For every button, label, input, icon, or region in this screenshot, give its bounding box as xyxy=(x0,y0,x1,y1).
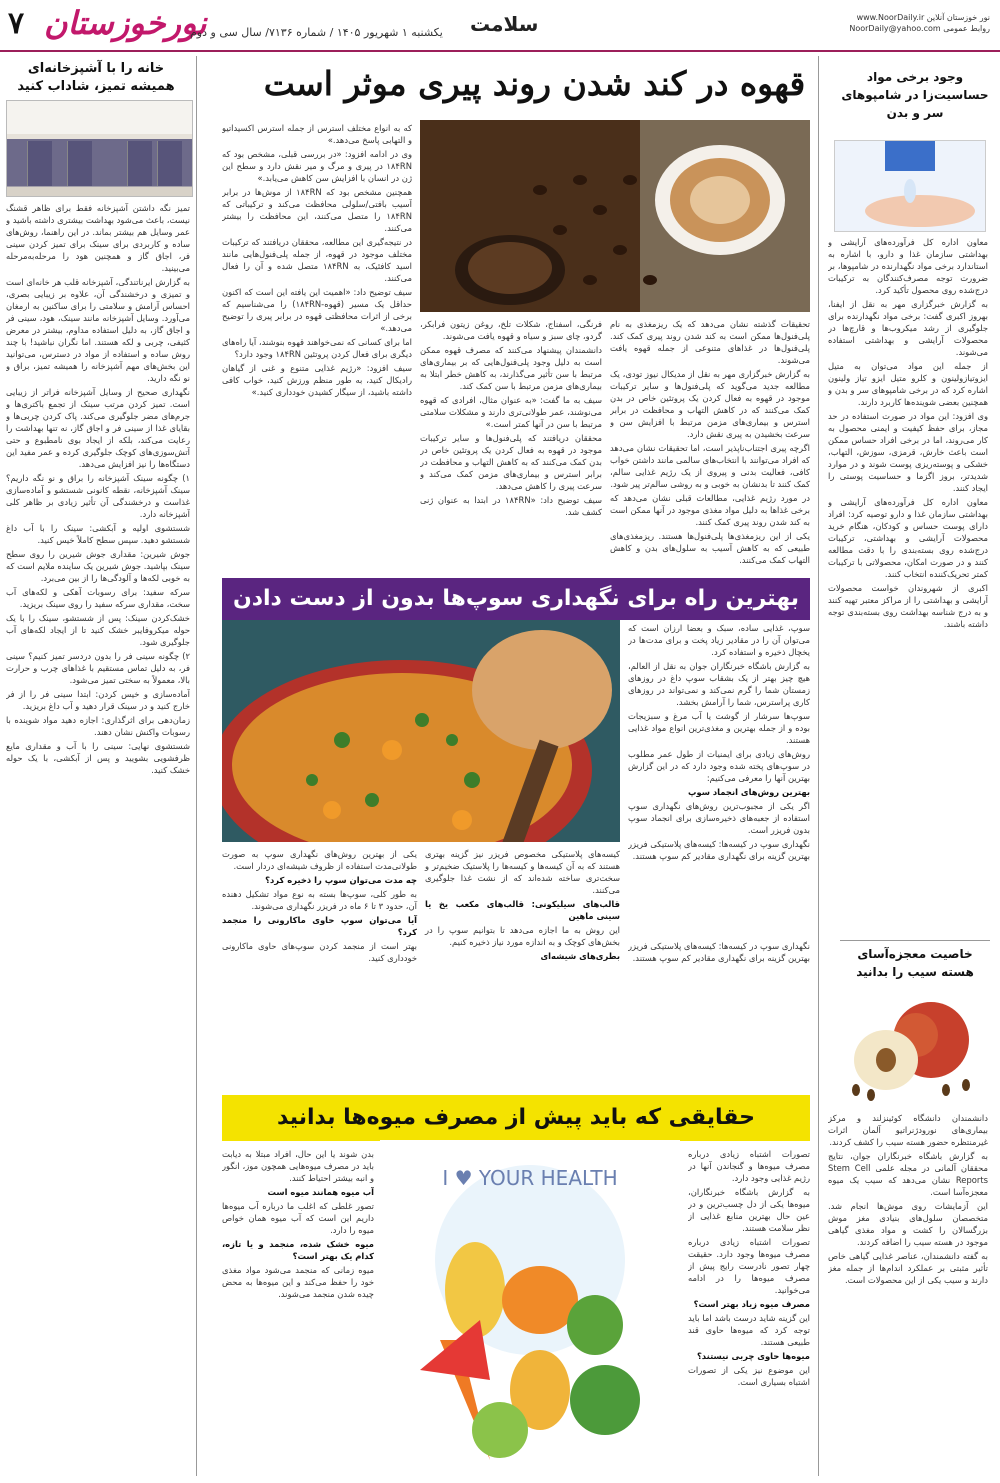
paragraph: دانشمندان دانشگاه کوئینزلند و مرکز بیماری‌های نورودژنراتیو آلمان اثرات غیرمنتظره حضور هسته سیب را کشف کردند. xyxy=(828,1113,988,1147)
subheading: بطری‌های شیشه‌ای xyxy=(540,951,620,961)
apple-photo xyxy=(836,985,986,1105)
soup-headline: بهترین راه برای نگهداری سوپ‌ها بدون از دست دادن xyxy=(222,578,810,620)
apple-article-body xyxy=(828,1112,988,1474)
paragraph: معاون اداره کل فرآورده‌های آرایشی و بهداشتی سازمان غذا و دارو، با اشاره به استاندارد برخی مواد نگهدارنده در شامپوها، بر ضرورت توجه مصرف‌کنندگان به ترکیبات درج‌شده روی محصول تأکید کرد. xyxy=(828,237,988,295)
fruit-article-col1 xyxy=(688,1148,810,1473)
paragraph: به گزارش باشگاه خبرنگاران، میوه‌ها یکی از دل چسب‌ترین و در عین حال بهترین منابع غذایی از نظر سلامت هستند. xyxy=(688,1187,810,1233)
fruit-headline: حقایقی که باید پیش از مصرف میوه‌ها بدانید xyxy=(222,1095,810,1141)
paragraph: سیف به ما گفت: «به عنوان مثال، افرادی که قهوه می‌نوشند، عمر طولانی‌تری دارند و مشکلات سلامتی مرتبط با سن در آنها کمتر است.» xyxy=(420,395,602,429)
fruit-article-col2 xyxy=(222,1148,374,1473)
paragraph: ۲) چگونه سینی فر را بدون دردسر تمیز کنیم؟ سینی فر، به دلیل تماس مستقیم با غذاهای چرب و حرارت بالا، معمولاً به سختی تمیز می‌شود. xyxy=(6,651,190,685)
paragraph: تصورات اشتباه زیادی درباره مصرف میوه‌ها و گنجاندن آنها در رژیم غذایی وجود دارد. xyxy=(688,1149,810,1183)
paragraph: بهتر است از منجمد کردن سوپ‌های حاوی ماکارونی خودداری کنید. xyxy=(222,941,417,963)
paragraph: جوش‌ شیرین: مقداری جوش شیرین را روی سطح سینک بپاشید. جوش شیرین یک ساینده ملایم است که به خوبی لکه‌ها و آلودگی‌ها را از بین می‌برد. xyxy=(6,549,190,583)
paragraph: تصور غلطی که اغلب ما درباره آب میوه‌ها داریم این است که آب میوه همان خواص میوه را دارد. xyxy=(222,1201,374,1235)
soup-article-col2 xyxy=(222,848,620,1090)
soup-photo xyxy=(222,620,620,842)
paragraph: این روش به ما اجازه می‌دهد تا بتوانیم سوپ را در بخش‌های کوچک و به اندازه مورد نیاز ذخیره کنیم. xyxy=(425,925,620,947)
paragraph: سیف توضیح داد: «اهمیت این یافته این است که اکنون حداقل یک مسیر (قهوه-۱۸۴RN) را می‌شناسیم که برخی از اثرات محافظتی قهوه در برابر پیری را توضیح می‌دهد.» xyxy=(222,287,412,333)
shampoo-article-body xyxy=(828,236,988,936)
kitchen-article-body xyxy=(6,202,190,1470)
paragraph: همچنین مشخص بود که ۱۸۴RN از موش‌ها در برابر آسیب بافتی/سلولی محافظت می‌کند و ترکیباتی که ۱۸۴RN را متصل می‌کنند، این محافظت را بیشتر می‌کنند. xyxy=(222,187,412,233)
paragraph: تمیز نگه داشتن آشپزخانه فقط برای ظاهر قشنگ نیست، باعث می‌شود بهداشت بیشتری داشته باشید و عمر وسایل هم بیشتر بماند. در این راهنما، روش‌های ساده و کاربردی برای سینک برای تمیز کردن سینی فر، اجاق گاز و همچنین هود را مرحله‌به‌مرحله می‌بینید. xyxy=(6,203,190,273)
paragraph: به گزارش خبرگزاری مهر به نقل از ایفنا، بهروز اکبری گفت: برخی مواد نگهدارنده برای جلوگیری از رشد میکروب‌ها و قارچ‌ها در محصولات آرایشی و بهداشتی استفاده می‌شوند. xyxy=(828,299,988,357)
newspaper-logo: نورخوزستان xyxy=(44,4,207,42)
paragraph: زمان‌دهی برای اثرگذاری: اجازه دهید مواد شوینده با رسوبات واکنش نشان دهند. xyxy=(6,715,190,737)
coffee-headline: قهوه در کند شدن روند پیری موثر است xyxy=(263,64,806,103)
paragraph: خشک‌کردن سینک: پس از شستشو، سینک را با یک حوله میکروفایبر خشک کنید تا از ایجاد لکه‌های آب جلوگیری شود. xyxy=(6,613,190,647)
paragraph: در مورد رژیم غذایی، مطالعات قبلی نشان می‌دهد که برخی غذاها به دلیل مواد مغذی موجود در آنها ممکن است به کند شدن روند پیری کمک کنند. xyxy=(610,493,810,527)
paragraph: روش‌های زیادی برای ایمنیات از طول عمر مطلوب در سوپ‌های پخته شده وجود دارد که در این گزارش بهترین آنها را معرفی می‌کنیم: xyxy=(628,749,810,783)
paragraph: این موضوع نیز یکی از تصورات اشتباه بسیاری است. xyxy=(688,1365,810,1387)
paragraph: وی افزود: این مواد در صورت استفاده در حد مجاز، برای حفظ کیفیت و ایمنی محصول به کار می‌روند، اما در برخی افراد حساس ممکن است باعث خارش، قرمزی، سوزش، التهاب، خشکی و پوسته‌ریزی پوست شوند و در موارد شدیدتر، بروز اگزما و حساسیت پوستی را ایجاد کنند. xyxy=(828,411,988,493)
paragraph: ۱) چگونه سینک آشپزخانه را براق و نو نگه داریم؟ سینک آشپزخانه، نقطه کانونی شستشو و آماده‌سازی غذاست و درخشندگی آن تأثیر زیادی بر ظاهر کلی آشپزخانه دارد. xyxy=(6,473,190,519)
paragraph: کیسه‌های پلاستیکی مخصوص فریزر نیز گزینه بهتری هستند که به آن کیسه‌ها و کیسه‌ها را پلاستیک ضخیم‌تر و سخت‌تری ساخته شده‌اند که از نشت غذا جلوگیری می‌کنند. xyxy=(425,849,620,895)
paragraph: آماده‌سازی و خیس کردن: ابتدا سینی فر را از فر خارج کنید و در سینک قرار دهید و آب داغ بریزید. xyxy=(6,689,190,711)
paragraph: این گزینه شاید درست باشد اما باید توجه کرد که میوه‌ها حاوی قند طبیعی هستند. xyxy=(688,1313,810,1347)
page-number: ۷ xyxy=(8,6,25,41)
paragraph: شستشوی نهایی: سینی را با آب و مقداری مایع ظرفشویی بشویید و پس از آبکشی، با یک حوله خشک کنید. xyxy=(6,741,190,775)
paragraph: دانشمندان پیشنهاد می‌کنند که مصرف قهوه ممکن است به دلیل وجود پلی‌فنول‌هایی که بر بیماری‌های مرتبط با سن تأثیر می‌گذارند، به کاهش خطر ابتلا به بیماری‌های مزمن مرتبط با سن کمک کند. xyxy=(420,345,602,391)
apple-article-title: خاصیت معجزه‌آسای هسته سیب را بدانید xyxy=(840,940,990,981)
subheading: چه مدت می‌توان سوپ را ذخیره کرد؟ xyxy=(265,875,417,885)
paragraph: سوپ‌ها سرشار از گوشت یا آب مرغ و سبزیجات بوده و از جمله بهترین و مغذی‌ترین انواع مواد غذایی هستند. xyxy=(628,711,810,745)
paragraph: نگهداری سوپ در کیسه‌ها: کیسه‌های پلاستیکی فریزر بهترین گزینه برای نگهداری مقادیر کم سوپ هستند. xyxy=(628,941,810,963)
coffee-article-col2 xyxy=(420,318,602,570)
coffee-article-col3 xyxy=(222,122,412,570)
paragraph: یکی از بهترین روش‌های نگهداری سوپ به صورت طولانی‌مدت استفاده از ظروف شیشه‌ای دردار است. xyxy=(222,849,417,871)
subheading: آب میوه همانند میوه است xyxy=(267,1187,374,1197)
paragraph: این آزمایشات روی موش‌ها انجام شد. متخصصان سلول‌های بنیادی مغز موش بزرگسالان را کشت و مواد مغذی گیاهی موجود در هسته سیب را اضافه کردند. xyxy=(828,1201,988,1247)
paragraph: فرنگی، اسفناج، شکلات تلخ، روغن زیتون فرابکر، گردو، چای سبز و سیاه و قهوه یافت می‌شوند. xyxy=(420,319,602,341)
soup-article-col1-extra xyxy=(628,940,810,1090)
paragraph: به گفته دانشمندان، عناصر غذایی گیاهی خاص تأثیر مثبتی بر عملکرد اندام‌ها از جمله مغز دارند و سیب یکی از این محصولات است. xyxy=(828,1251,988,1285)
soup-article-col1 xyxy=(628,622,810,934)
paragraph: که به انواع مختلف استرس از جمله استرس اکسیداتیو و التهابی پاسخ می‌دهد.» xyxy=(222,123,412,145)
paragraph: تحقیقات گذشته نشان می‌دهد که یک ریزمغذی به نام پلی‌فنول‌ها ممکن است به کند شدن روند پیری کمک کند. پلی‌فنول‌ها در غذاهای متنوعی از جمله قهوه یافت می‌شوند. xyxy=(610,319,810,365)
paragraph: سیف توضیح داد: «۱۸۴RN در ابتدا به عنوان ژنی کشف شد. xyxy=(420,495,602,517)
page-header xyxy=(0,0,1000,52)
paragraph: اکبری از شهروندان خواست محصولات آرایشی و بهداشتی را از مراکز معتبر تهیه کنند و به درج شناسه بهداشت روی بسته‌بندی توجه داشته باشند. xyxy=(828,583,988,629)
paragraph: از جمله این مواد می‌توان به متیل ایزوتیازولینون و کلرو متیل ایزو تیاز ولینون اشاره کرد که در برخی شامپوهای سر و بدن و همچنین بعضی شوینده‌ها کاربرد دارند. xyxy=(828,361,988,407)
paragraph: محققان دریافتند که پلی‌فنول‌ها و سایر ترکیبات موجود در قهوه به فعال کردن یک پروتئین خاص در بدن کمک می‌کنند که به کاهش التهاب و محافظت در برابر استرس و بیماری‌های مزمن کمک می‌کند و سرعت پیری را کاهش می‌دهد. xyxy=(420,433,602,491)
paragraph: به گزارش باشگاه خبرنگاران جوان به نقل از العالم، هیچ چیز بهتر از یک بشقاب سوپ داغ در روزهای زمستان شما را گرم نمی‌کند و نمی‌تواند در روزهای کاری پراسترس، شما را آرامش بخشد. xyxy=(628,661,810,707)
paragraph: اگر یکی از مجبوب‌ترین روش‌های نگهداری سوپ استفاده از جعبه‌های ذخیره‌سازی برای انجماد سوپ بدون فریزر است. xyxy=(628,801,810,835)
contact-info xyxy=(849,12,990,34)
paragraph: سرکه سفید: برای رسوبات آهکی و لکه‌های آب سخت، مقداری سرکه سفید را روی سینک بریزید. xyxy=(6,587,190,609)
paragraph: به گزارش خبرگزاری مهر به نقل از مدیکال نیوز تودی، یک مطالعه جدید می‌گوید که پلی‌فنول‌ها و سایر ترکیبات موجود در قهوه به فعال کردن یک پروتئین خاص در بدن کمک می‌کنند که در کاهش التهاب و محافظت در برابر استرس و بیماری‌های مزمن مرتبط با افزایش سن و سرعت بخشیدن به پیری نقش دارد. xyxy=(610,369,810,439)
paragraph: به طور کلی، سوپ‌ها بسته به نوع مواد تشکیل دهنده آن، حدود ۳ تا ۶ ماه در فریزر نگهداری می‌شوند. xyxy=(222,889,417,911)
paragraph: یکی از این ریزمغذی‌ها پلی‌فنول‌ها هستند. ریزمغذی‌های طبیعی که به کاهش آسیب به سلول‌های بدن و کاهش التهاب کمک می‌کنند. xyxy=(610,531,810,565)
paragraph: سوپ، غذایی ساده، سبک و بعضا ارزان است که می‌توان آن را در مقادیر زیاد پخت و برای مدت‌ها در یخچال ذخیره و استفاده کرد. xyxy=(628,623,810,657)
email-text: NoorDaily@yahoo.com روابط عمومی xyxy=(849,24,990,33)
fruit-illustration xyxy=(380,1140,680,1475)
issue-dateline: یکشنبه ۱ شهریور ۱۴۰۵ / شماره ۷۱۳۶/ سال سی و دوم xyxy=(190,26,443,39)
paragraph: میوه زمانی که منجمد می‌شود مواد مغذی خود را حفظ می‌کند و این میوه‌ها به محض چیده شدن منجمد می‌شوند. xyxy=(222,1265,374,1299)
subheading: آیا می‌توان سوپ حاوی ماکارونی را منجمد کرد؟ xyxy=(222,915,417,937)
paragraph: وی در ادامه افزود: «در بررسی قبلی، مشخص بود که ۱۸۴RN در پیری و مرگ و میر نقش دارد و سطح این ژن در انسان با افزایش سن کاهش می‌یابد.» xyxy=(222,149,412,183)
column-divider xyxy=(196,56,197,1476)
subheading: مصرف میوه زیاد بهتر است؟ xyxy=(693,1299,810,1309)
subheading: میوه‌ها حاوی چربی نیستند؟ xyxy=(696,1351,810,1361)
section-title: سلامت xyxy=(470,12,539,36)
paragraph: تصورات اشتباه زیادی درباره مصرف میوه‌ها وجود دارد. حقیقت چهار تصور نادرست رایج پیش از مصرف میوه‌ها را در ادامه می‌خوانید. xyxy=(688,1237,810,1295)
paragraph: به گزارش باشگاه خبرنگاران جوان، نتایج محققان آلمانی در مجله علمی Stem Cell Reports نشان می‌دهد که سیب یک میوه معجزه‌آسا است. xyxy=(828,1151,988,1197)
shampoo-photo xyxy=(834,140,986,232)
paragraph: سیف افزود: «رژیم غذایی متنوع و غنی از گیاهان رادیکال کنید، به طور منظم ورزش کنید، خواب کافی داشته باشید، از سیگار کشیدن خودداری کنید.» xyxy=(222,363,412,397)
coffee-article-col1 xyxy=(610,318,810,570)
column-divider xyxy=(818,56,819,1476)
website-text: www.NoorDaily.ir نور خوزستان آنلاین xyxy=(856,13,990,22)
kitchen-article-title: خانه را با آشپزخانه‌ای همیشه تمیز، شاداب کنید xyxy=(17,61,175,94)
subheading: میوه خشک شده، منجمد و یا تازه، کدام یک بهتر است؟ xyxy=(222,1239,374,1261)
paragraph: معاون اداره کل فرآورده‌های آرایشی و بهداشتی سازمان غذا و دارو توصیه کرد: افراد دارای پوست حساس و کودکان، هنگام خرید محصولات آرایشی و بهداشتی، ترکیبات درج‌شده روی بسته‌بندی را با دقت مطالعه کنند و در صورت امکان، محصولاتی با ترکیبات کمتر تحریک‌کننده انتخاب کنند. xyxy=(828,497,988,579)
paragraph: نگهداری صحیح از وسایل آشپزخانه فراتر از زیبایی است. تمیز کردن مرتب سینک از تجمع باکتری‌ها و جرم‌های مضر جلوگیری می‌کند. پاک کردن چربی‌ها و بقایای غذا از سینی فر و اجاق گاز، نه تنها بهداشت را رعایت می‌کند، بلکه از ایجاد بوی نامطبوع و حتی آتش‌سوزی‌های کوچک جلوگیری کرده و عمر مفید این دستگاه‌ها را نیز افزایش می‌دهد. xyxy=(6,387,190,469)
paragraph: اگرچه پیری اجتناب‌ناپذیر است، اما تحقیقات نشان می‌دهد که افراد می‌توانند با انتخاب‌های سالمی مانند داشتن خواب کافی، فعالیت بدنی و پیروی از یک رژیم غذایی سالم، کمک کنند تا بدنشان به خوبی و به روشی سالم‌تر پیر شود. xyxy=(610,443,810,489)
paragraph: به گزارش ایرناتندگی، آشپزخانه قلب هر خانه‌ای است و تمیزی و درخشندگی آن، علاوه بر زیبایی بصری، احساس آرامش و سلامتی را برای ساکنین به ارمغان می‌آورد. وسایل آشپزخانه مانند سینک، هود، سینی فر و اجاق گاز، به دلیل استفاده مداوم، بیشتر در معرض کثیفی، چربی و لکه هستند. اما نگران نباشید! با چند روش ساده و استفاده از مواد در دسترس، می‌توانید این بخش‌های مهم آشپزخانه را همیشه تمیز، براق و نو نگه دارید. xyxy=(6,277,190,383)
subheading: قالب‌های سیلیکونی: قالب‌های مکعب یخ یا سینی ماهین xyxy=(425,899,620,921)
paragraph: اما برای کسانی که نمی‌خواهند قهوه بنوشند، آیا راه‌های دیگری برای فعال کردن پروتئین ۱۸۴RN وجود دارد؟ xyxy=(222,337,412,359)
shampoo-article-title: وجود برخی مواد حساسیت‌زا در شامپوهای سر و بدن xyxy=(841,70,989,120)
paragraph: شستشوی اولیه و آبکشی: سینک را با آب داغ شستشو دهید. سپس سطح کاملاً خیس کنید. xyxy=(6,523,190,545)
coffee-photo xyxy=(420,120,810,312)
paragraph: نگهداری سوپ در کیسه‌ها: کیسه‌های پلاستیکی فریزر بهترین گزینه برای نگهداری مقادیر کم سوپ هستند. xyxy=(628,839,810,861)
subheading: بهترین روش‌های انجماد سوپ xyxy=(688,787,810,797)
paragraph: در نتیجه‌گیری این مطالعه، محققان دریافتند که ترکیبات مختلف موجود در قهوه، از جمله پلی‌فنول‌هایی مانند اسید کافئیک، به ۱۸۴RN متصل شده و آن را فعال می‌کنند. xyxy=(222,237,412,283)
illustration-text: I ♥ YOUR HEALTH xyxy=(442,1166,618,1190)
kitchen-photo xyxy=(6,100,193,197)
paragraph: بدن شوند یا این حال، افراد مبتلا به دیابت باید در مصرف میوه‌هایی همچون موز، انگور و انبه بیشتر احتیاط کنند. xyxy=(222,1149,374,1183)
